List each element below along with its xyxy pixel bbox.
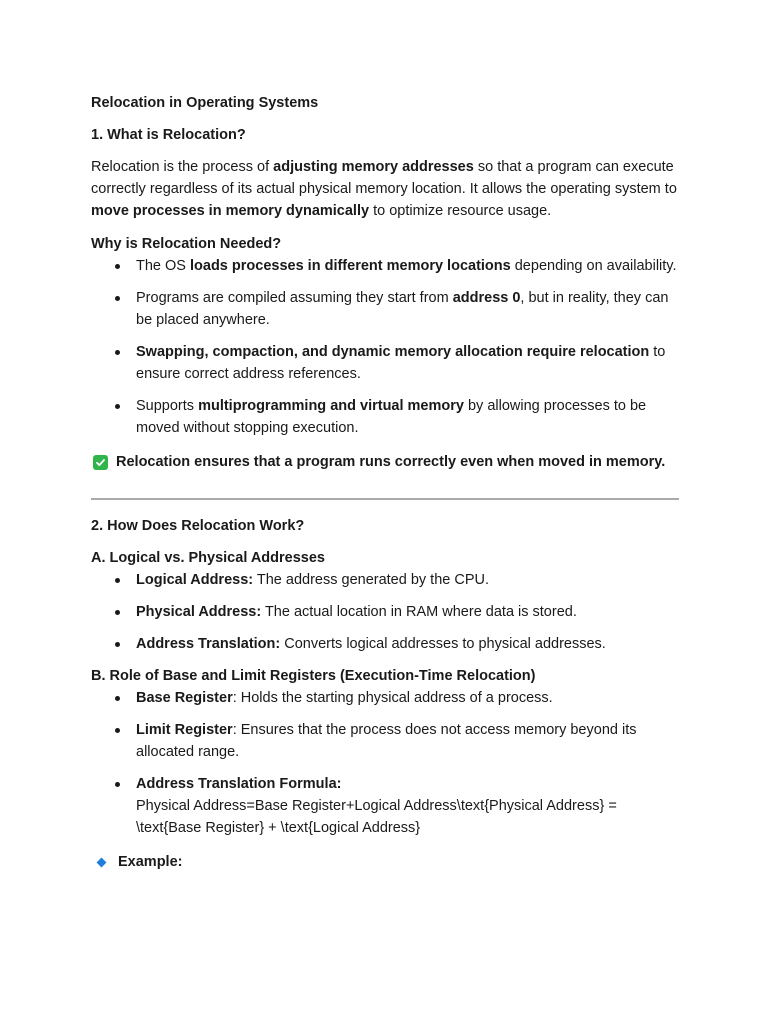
intro-bold-2: move processes in memory dynamically	[91, 203, 370, 219]
subsection-a-heading: A. Logical vs. Physical Addresses	[91, 550, 325, 566]
subsection-b-heading: B. Role of Base and Limit Registers (Execution-Time Relocation)	[91, 668, 536, 684]
formula-text: Physical Address=Base Register+Logical Address\text{Physical Address} = \text{Base Register} + \text{Logical Address}	[136, 798, 617, 836]
list-item	[91, 601, 678, 623]
item-text: The OS	[136, 258, 190, 274]
why-list	[91, 255, 678, 439]
addresses-list	[91, 569, 678, 655]
item-text: Converts logical addresses to physical addresses.	[280, 636, 606, 652]
diamond-bullet-icon	[97, 857, 107, 867]
item-bold: Physical Address:	[136, 604, 262, 620]
why-heading: Why is Relocation Needed?	[91, 236, 282, 252]
section-1-heading: 1. What is Relocation?	[91, 127, 246, 143]
item-text: to ensure correct address references.	[136, 344, 666, 382]
list-item	[91, 773, 678, 839]
list-item	[91, 341, 678, 385]
list-item	[91, 255, 678, 277]
item-bold: Limit Register	[136, 722, 233, 738]
item-text: Supports	[136, 398, 199, 414]
example-row	[91, 851, 678, 873]
intro-text-3: to optimize resource usage.	[369, 203, 552, 219]
section-divider	[91, 498, 679, 500]
list-item	[91, 287, 678, 331]
item-bold: Base Register	[136, 690, 233, 706]
intro-text-2: so that a program can execute correctly regardless of its actual physical memory location. It allows the operating system to	[91, 159, 677, 197]
intro-text-1: Relocation is the process of	[91, 159, 274, 175]
item-bold: Logical Address:	[136, 572, 254, 588]
item-text: The address generated by the CPU.	[253, 572, 490, 588]
item-bold: Address Translation:	[136, 636, 281, 652]
list-item	[91, 569, 678, 591]
item-bold: Swapping, compaction, and dynamic memory allocation require relocation	[136, 344, 650, 360]
registers-list	[91, 687, 678, 839]
list-item	[91, 395, 678, 439]
section-1-intro	[91, 156, 678, 222]
check-mark-icon	[93, 455, 108, 470]
relocation-callout	[91, 451, 678, 473]
item-bold: multiprogramming and virtual memory	[198, 398, 464, 414]
item-text: : Ensures that the process does not access memory beyond its allocated range.	[136, 722, 637, 760]
callout-text: Relocation ensures that a program runs correctly even when moved in memory.	[116, 454, 666, 470]
formula-label: Address Translation Formula:	[136, 776, 342, 792]
item-text: Programs are compiled assuming they start from	[136, 290, 453, 306]
example-label: Example:	[118, 854, 183, 870]
list-item	[91, 687, 678, 709]
item-text: depending on availability.	[510, 258, 677, 274]
intro-bold-1: adjusting memory addresses	[273, 159, 474, 175]
item-text: : Holds the starting physical address of a process.	[232, 690, 553, 706]
document-title: Relocation in Operating Systems	[91, 95, 319, 111]
item-text: The actual location in RAM where data is stored.	[261, 604, 577, 620]
item-text: by allowing processes to be moved without stopping execution.	[136, 398, 647, 436]
item-text: , but in reality, they can be placed anywhere.	[136, 290, 669, 328]
list-item	[91, 633, 678, 655]
list-item	[91, 719, 678, 763]
item-bold: loads processes in different memory locations	[190, 258, 511, 274]
item-bold: address 0	[452, 290, 521, 306]
section-2-heading: 2. How Does Relocation Work?	[91, 518, 305, 534]
